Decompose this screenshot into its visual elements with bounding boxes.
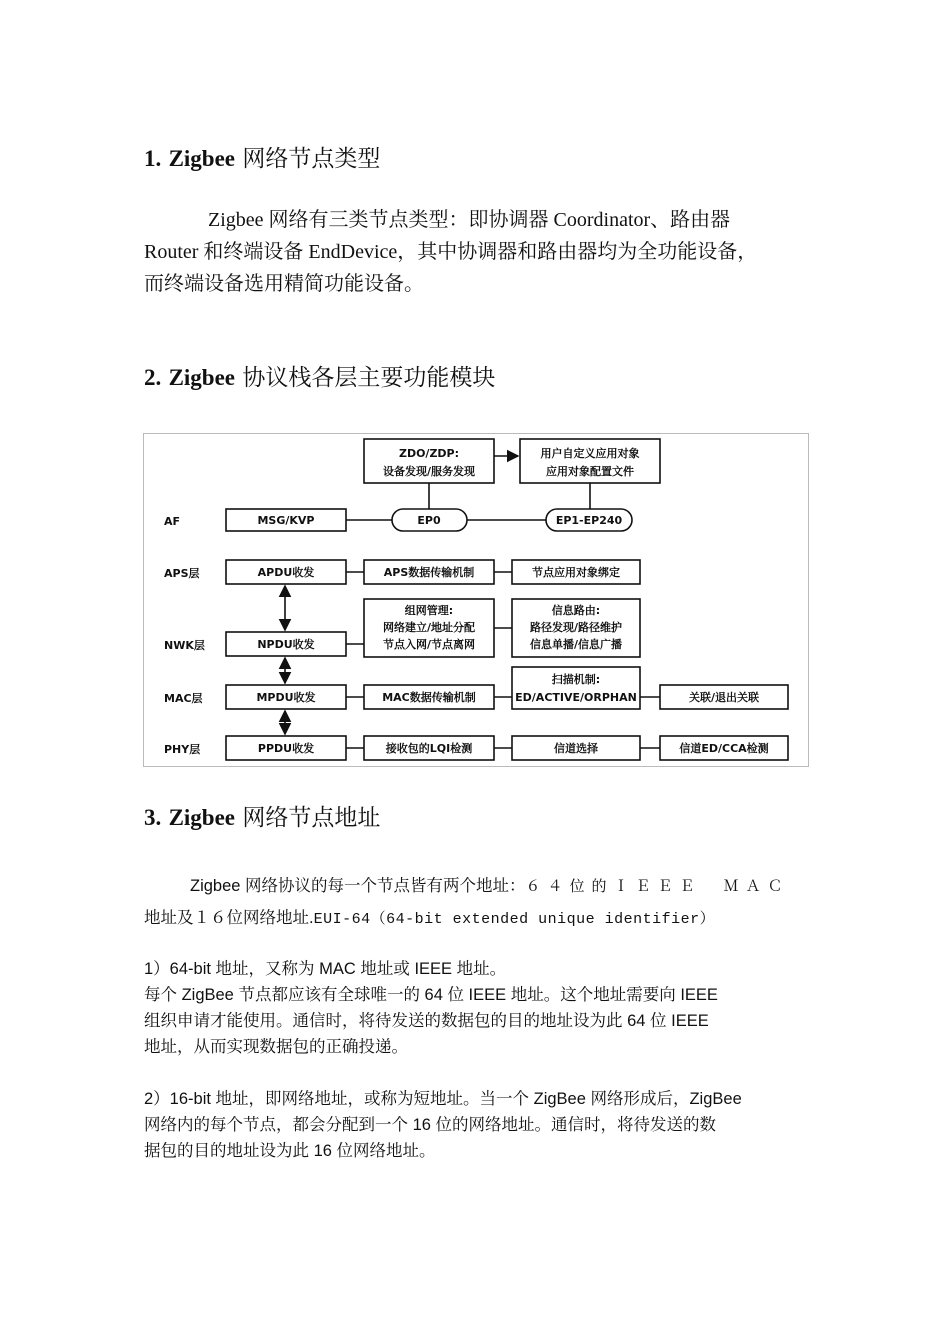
net-mgmt-label-2: 网络建立/地址分配	[382, 621, 476, 634]
item2-line-3: 据包的目的地址设为此 16 位网络地址。	[144, 1142, 436, 1160]
intro-line1-b: ６４位的ＩＥＥＥ ＭＡＣ	[525, 877, 790, 895]
section1-number: 1.	[144, 146, 162, 171]
section3-title-cjk: 网络节点地址	[242, 805, 381, 831]
net-mgmt-label-1: 组网管理:	[404, 604, 454, 617]
item1-line-2: 每个 ZigBee 节点都应该有全球唯一的 64 位 IEEE 地址。这个地址需要向 IEEE	[144, 986, 718, 1004]
ep0-label: EP0	[417, 514, 441, 527]
ppdu-label: PPDU收发	[257, 742, 315, 755]
intro-line1-a: Zigbee 网络协议的每一个节点皆有两个地址：	[190, 877, 526, 895]
layer-label-nwk: NWK层	[164, 639, 205, 652]
apdu-label: APDU收发	[257, 566, 315, 579]
mac-mech-label: MAC数据传输机制	[382, 691, 476, 704]
section1-title-cjk: 网络节点类型	[242, 146, 381, 172]
section1-line-1: Zigbee 网络有三类节点类型：即协调器 Coordinator、路由器	[208, 209, 731, 231]
mpdu-label: MPDU收发	[256, 691, 316, 704]
item1-line-3: 组织申请才能使用。通信时，将待发送的数据包的目的地址设为此 64 位 IEEE	[144, 1012, 709, 1030]
zdo-label-1: ZDO/ZDP:	[398, 447, 460, 460]
section2-title-cjk: 协议栈各层主要功能模块	[242, 365, 496, 391]
user-app-label-1: 用户自定义应用对象	[540, 447, 640, 460]
net-mgmt-label-3: 节点入网/节点离网	[382, 638, 476, 651]
intro-line2-b: EUI-64（64-bit extended unique identifier）	[313, 911, 716, 928]
item1-line-1: 1）64-bit 地址，又称为 MAC 地址或 IEEE 地址。	[144, 960, 507, 978]
item2-line-1: 2）16-bit 地址，即网络地址，或称为短地址。当一个 ZigBee 网络形成后，ZigBee	[144, 1090, 742, 1108]
section3-intro	[144, 870, 806, 936]
section1-title-latin: Zigbee	[168, 146, 236, 171]
assoc-label: 关联/退出关联	[688, 691, 760, 704]
item2-line-2: 网络内的每个节点，都会分配到一个 16 位的网络地址。通信时，将待发送的数	[144, 1116, 717, 1134]
channel-label: 信道选择	[554, 742, 598, 755]
item1-line-4: 地址，从而实现数据包的正确投递。	[144, 1038, 408, 1056]
routing-label-2: 路径发现/路径维护	[529, 621, 623, 634]
protocol-stack-diagram	[143, 433, 809, 767]
routing-label-3: 信息单播/信息广播	[529, 638, 623, 651]
zdo-label-2: 设备发现/服务发现	[382, 465, 476, 478]
section2-title-latin: Zigbee	[168, 365, 236, 390]
intro-line2-a: 地址及１６位网络地址.	[144, 909, 314, 927]
layer-label-mac: MAC层	[164, 692, 203, 705]
section3-heading	[144, 799, 380, 832]
section3-item2	[144, 1086, 806, 1164]
section1-heading	[144, 140, 380, 173]
scan-label-1: 扫描机制:	[551, 673, 601, 686]
ed-cca-label: 信道ED/CCA检测	[679, 742, 769, 755]
section3-number: 3.	[144, 805, 162, 830]
section3-item1	[144, 956, 806, 1060]
lqi-label: 接收包的LQI检测	[385, 742, 473, 755]
layer-label-aps: APS层	[164, 567, 200, 580]
section1-paragraph	[144, 204, 806, 300]
user-app-label-2: 应用对象配置文件	[546, 465, 634, 478]
section2-number: 2.	[144, 365, 162, 390]
routing-label-1: 信息路由:	[551, 604, 601, 617]
layer-label-af: AF	[164, 515, 181, 528]
npdu-label: NPDU收发	[257, 638, 315, 651]
section1-line-3: 而终端设备选用精简功能设备。	[144, 273, 424, 295]
section3-title-latin: Zigbee	[168, 805, 236, 830]
ep1-label: EP1-EP240	[555, 514, 623, 527]
bind-label: 节点应用对象绑定	[532, 566, 620, 579]
section1-line-2: Router 和终端设备 EndDevice，其中协调器和路由器均为全功能设备，	[144, 241, 758, 263]
section2-heading	[144, 359, 495, 392]
protocol-stack-svg	[144, 434, 808, 766]
layer-label-phy: PHY层	[164, 743, 201, 756]
aps-mech-label: APS数据传输机制	[383, 566, 475, 579]
scan-label-2: ED/ACTIVE/ORPHAN	[515, 691, 637, 704]
msg-kvp-label: MSG/KVP	[257, 514, 315, 527]
